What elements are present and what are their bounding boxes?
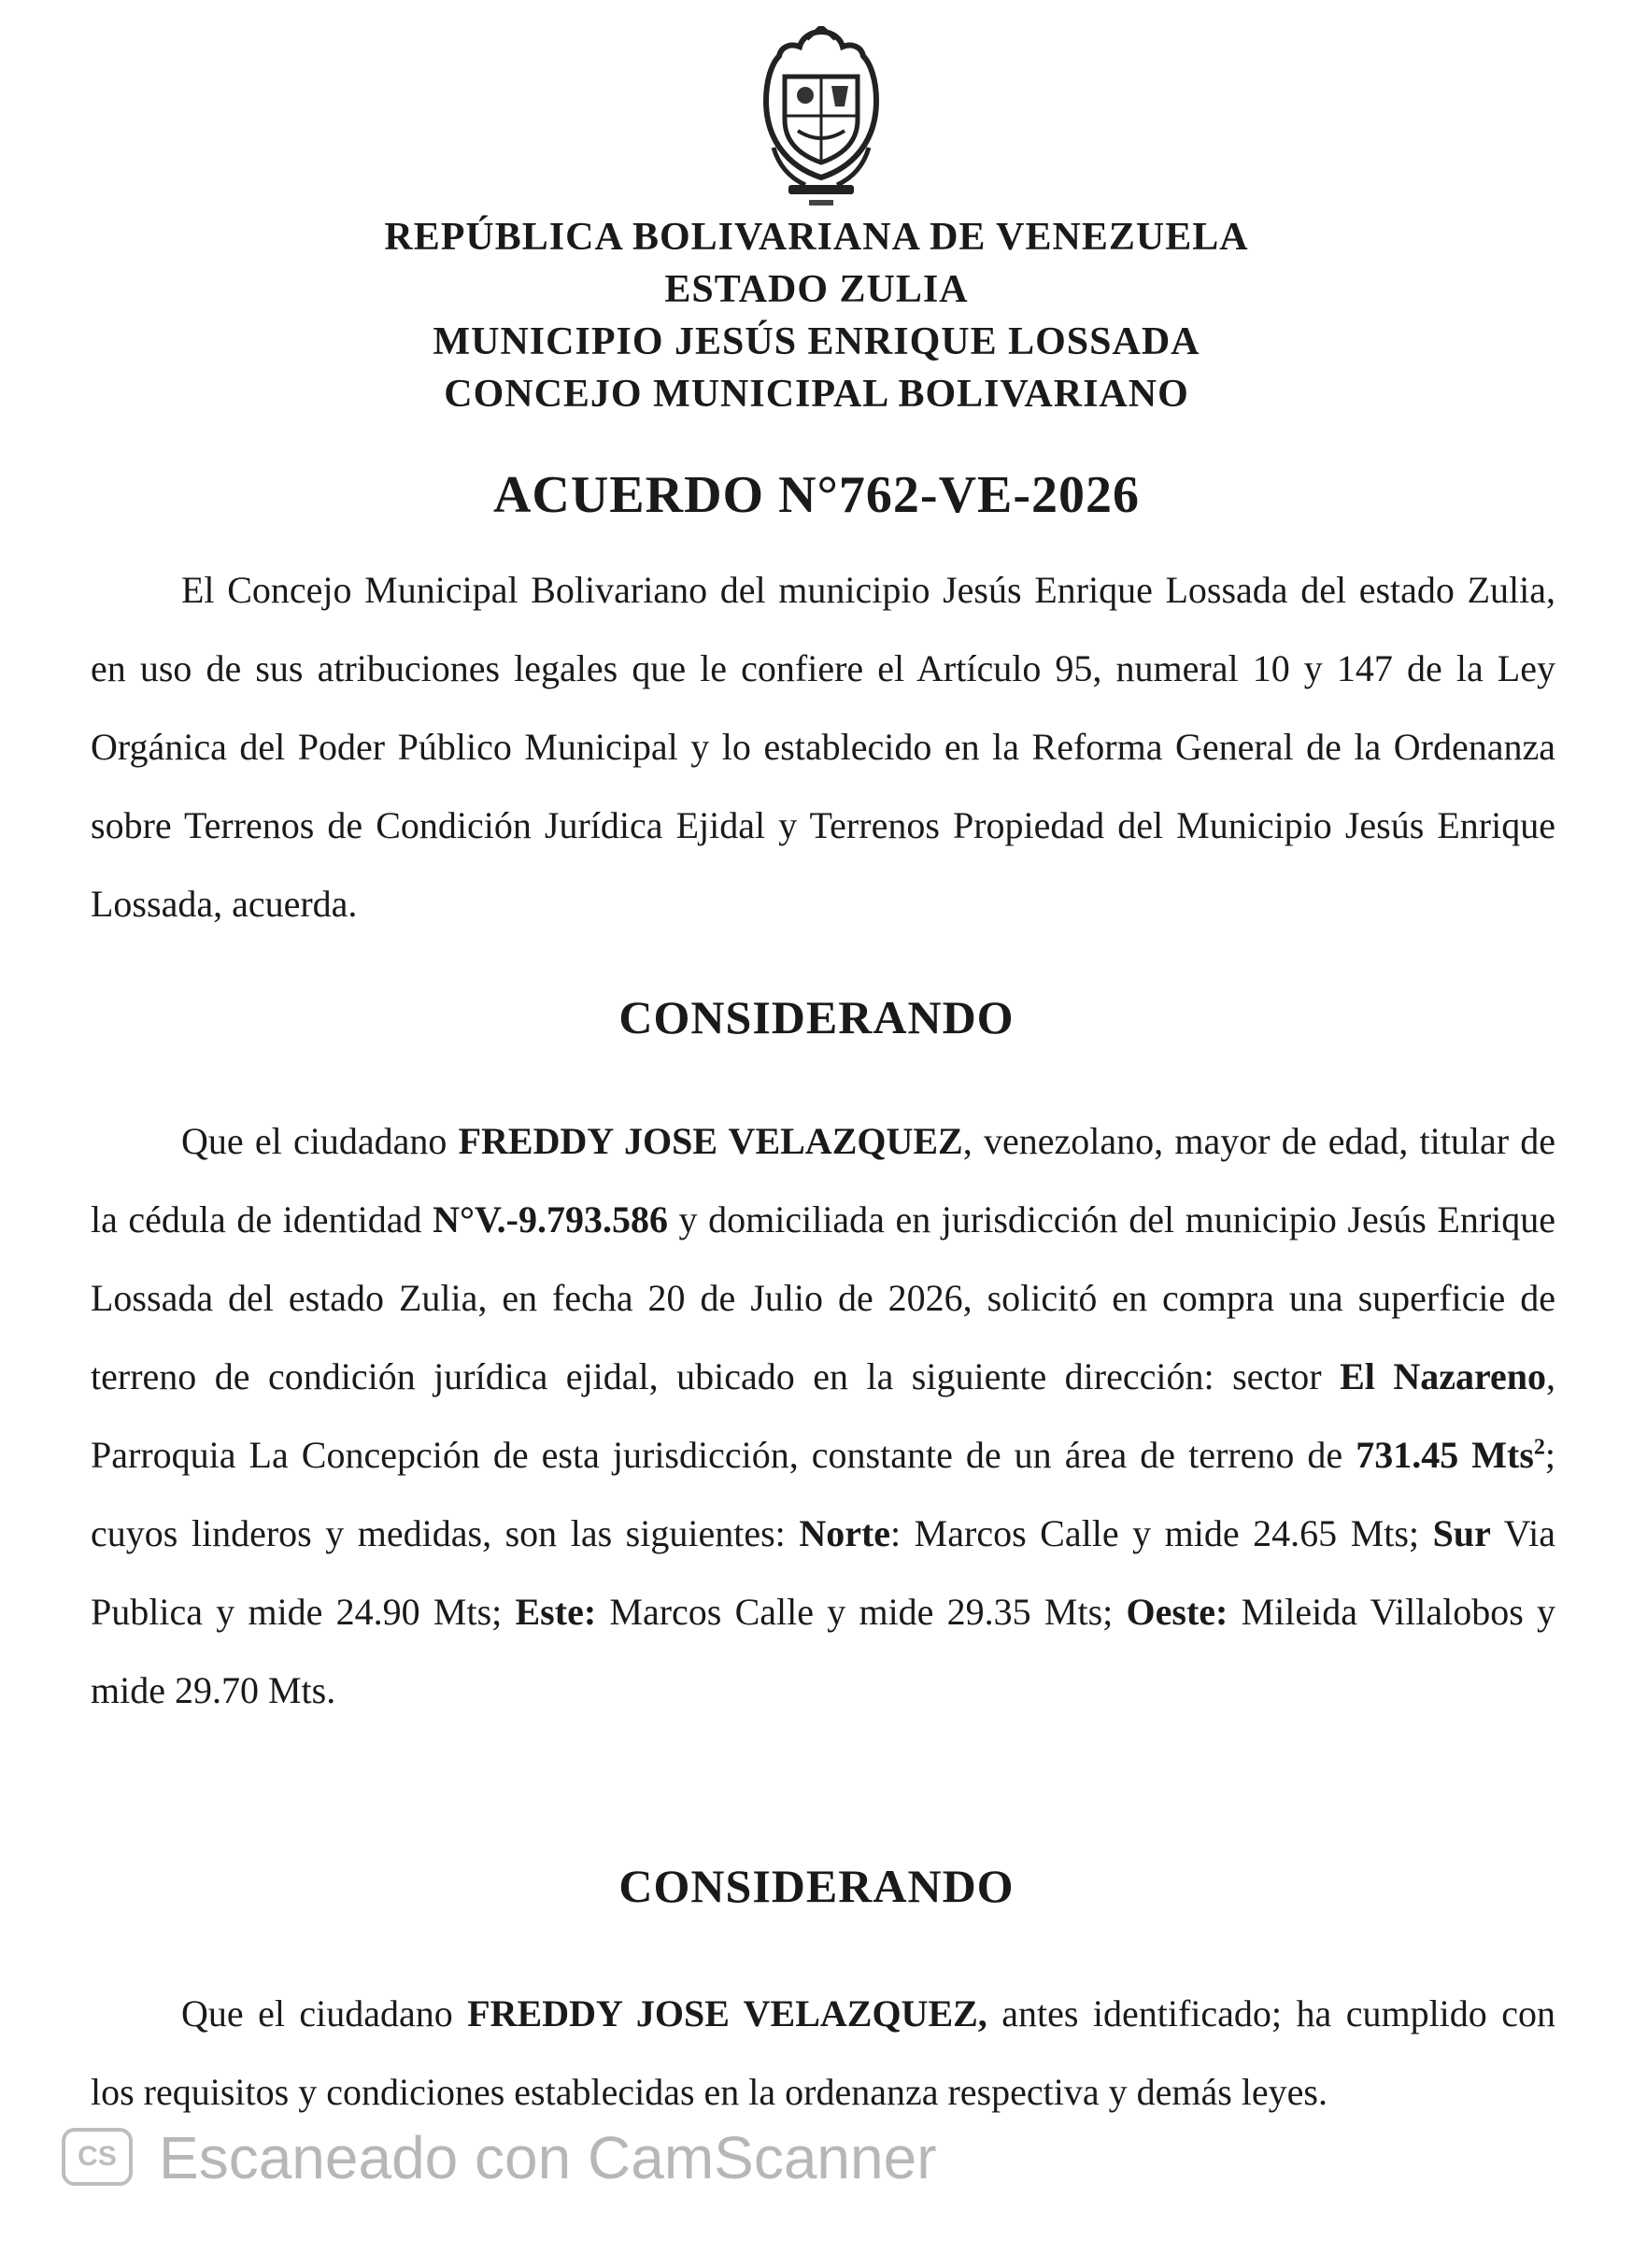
- citizen-name-2: FREDDY JOSE VELAZQUEZ,: [467, 1992, 987, 2034]
- intro-paragraph: El Concejo Municipal Bolivariano del municipio Jesús Enrique Lossada del estado Zulia, en uso de sus atribuciones legales que le confiere el Artículo 95, numeral 10 y 147 de la Ley Orgánica del Poder Público Municipal y lo establecido en la Reforma General de la Ordenanza sobre Terrenos de Condición Jurídica Ejidal y Terrenos Propiedad del Municipio Jesús Enrique Lossada, acuerda.: [91, 569, 1555, 925]
- oeste-label: Oeste:: [1126, 1591, 1228, 1633]
- header-concejo: CONCEJO MUNICIPAL BOLIVARIANO: [444, 373, 1189, 416]
- camscanner-watermark: [62, 2120, 958, 2195]
- land-area: 731.45 Mts$^2$: [1356, 1434, 1545, 1476]
- sur-label: Sur: [1432, 1512, 1491, 1554]
- municipal-coat-of-arms-seal: [753, 26, 889, 213]
- header-republica: REPÚBLICA BOLIVARIANA DE VENEZUELA: [384, 216, 1249, 259]
- camscanner-logo-icon: CS: [62, 2128, 133, 2186]
- document-header: [0, 211, 1633, 420]
- sector-name: El Nazareno: [1340, 1355, 1546, 1397]
- considerando-heading-2: CONSIDERANDO: [618, 1860, 1015, 1912]
- norte-label: Norte: [799, 1512, 891, 1554]
- acuerdo-title: ACUERDO N°762-VE-2026: [492, 466, 1141, 524]
- cedula-number: N°V.-9.793.586: [433, 1198, 668, 1240]
- header-estado: ESTADO ZULIA: [664, 268, 969, 311]
- header-municipio: MUNICIPIO JESÚS ENRIQUE LOSSADA: [433, 320, 1200, 363]
- citizen-name: FREDDY JOSE VELAZQUEZ: [458, 1120, 963, 1162]
- considerando-paragraph-2: Que el ciudadano FREDDY JOSE VELAZQUEZ, antes identificado; ha cumplido con los requisitos y condiciones establecidas en la ordenanza respectiva y demás leyes.: [91, 1992, 1555, 2113]
- considerando-paragraph-1: Que el ciudadano FREDDY JOSE VELAZQUEZ, venezolano, mayor de edad, titular de la cédula de identidad N°V.-9.793.586 y domiciliada en jurisdicción del municipio Jesús Enrique Lossada del estado Zulia, en fecha 20 de Julio de 2026, solicitó en compra una superficie de terreno de condición jurídica ejidal, ubicado en la siguiente dirección: sector El Nazareno, Parroquia La Concepción de esta jurisdicción, constante de un área de terreno de 731.45 Mts$^2$; cuyos linderos y medidas, son las siguientes: Norte: Marcos Calle y mide 24.65 Mts; Sur Via Publica y mide 24.90 Mts; Este: Marcos Calle y mide 29.35 Mts; Oeste: Mileida Villalobos y mide 29.70 Mts.: [91, 1120, 1556, 1711]
- camscanner-text: Escaneado con CamScanner: [159, 2124, 937, 2191]
- considerando-heading-1: CONSIDERANDO: [618, 991, 1015, 1043]
- este-label: Este:: [515, 1591, 597, 1633]
